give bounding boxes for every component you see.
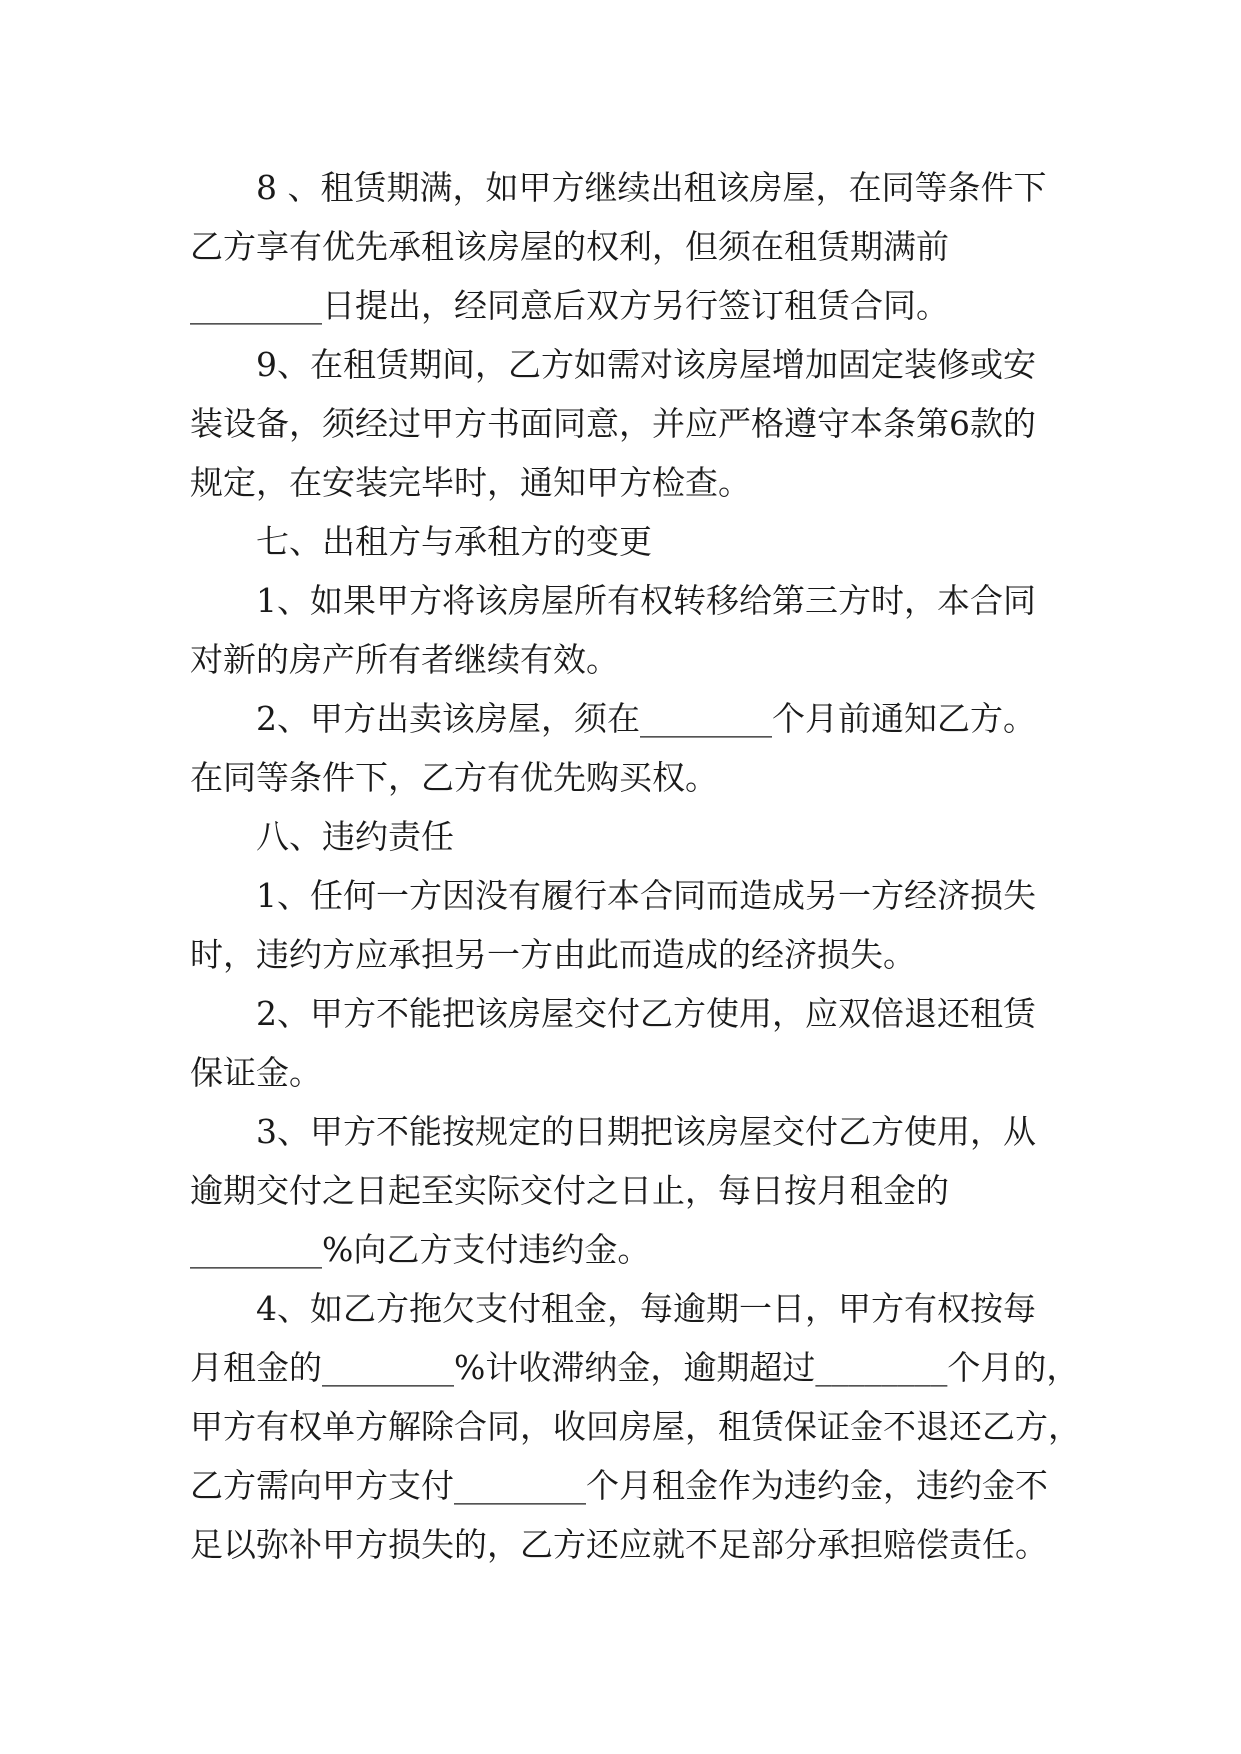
section-8-clause-4-line-5: 足以弥补甲方损失的，乙方还应就不足部分承担赔偿责任。 (190, 1525, 1048, 1564)
section-7-clause-1-line-2: 对新的房产所有者继续有效。 (190, 640, 619, 679)
section-7-heading: 七、出租方与承租方的变更 (256, 522, 652, 561)
section-8-clause-4-line-1: 4、如乙方拖欠支付租金，每逾期一日，甲方有权按每 (256, 1289, 1036, 1328)
section-7-clause-2-line-1: 2、甲方出卖该房屋，须在________个月前通知乙方。 (256, 699, 1036, 738)
section-8-clause-2-line-2: 保证金。 (190, 1053, 322, 1092)
section-8-clause-4-line-4: 乙方需向甲方支付________个月租金作为违约金，违约金不 (190, 1466, 1048, 1505)
section-8-clause-4-line-2: 月租金的________%计收滞纳金，逾期超过________个月的， (190, 1348, 1080, 1387)
section-8-clause-3-line-2: 逾期交付之日起至实际交付之日止，每日按月租金的 (190, 1171, 949, 1210)
clause-8-line-3: ________日提出，经同意后双方另行签订租赁合同。 (190, 286, 949, 325)
section-8-clause-1-line-1: 1、任何一方因没有履行本合同而造成另一方经济损失 (256, 876, 1036, 915)
document-page (190, 158, 1081, 1574)
clause-8-line-1: 8 、租赁期满，如甲方继续出租该房屋，在同等条件下 (256, 168, 1047, 207)
section-8-heading: 八、违约责任 (256, 817, 454, 856)
clause-9-line-2: 装设备，须经过甲方书面同意，并应严格遵守本条第6款的 (190, 404, 1036, 443)
section-8-clause-3-line-1: 3、甲方不能按规定的日期把该房屋交付乙方使用，从 (256, 1112, 1036, 1151)
section-7-clause-2-line-2: 在同等条件下，乙方有优先购买权。 (190, 758, 718, 797)
section-8-clause-4-line-3: 甲方有权单方解除合同，收回房屋，租赁保证金不退还乙方， (190, 1407, 1081, 1446)
section-8-clause-2-line-1: 2、甲方不能把该房屋交付乙方使用，应双倍退还租赁 (256, 994, 1036, 1033)
clause-9-line-1: 9、在租赁期间，乙方如需对该房屋增加固定装修或安 (256, 345, 1036, 384)
clause-8-line-2: 乙方享有优先承租该房屋的权利，但须在租赁期满前 (190, 227, 949, 266)
section-8-clause-1-line-2: 时，违约方应承担另一方由此而造成的经济损失。 (190, 935, 916, 974)
clause-9-line-3: 规定，在安装完毕时，通知甲方检查。 (190, 463, 751, 502)
section-8-clause-3-line-3: ________%向乙方支付违约金。 (190, 1230, 651, 1269)
section-7-clause-1-line-1: 1、如果甲方将该房屋所有权转移给第三方时，本合同 (256, 581, 1036, 620)
